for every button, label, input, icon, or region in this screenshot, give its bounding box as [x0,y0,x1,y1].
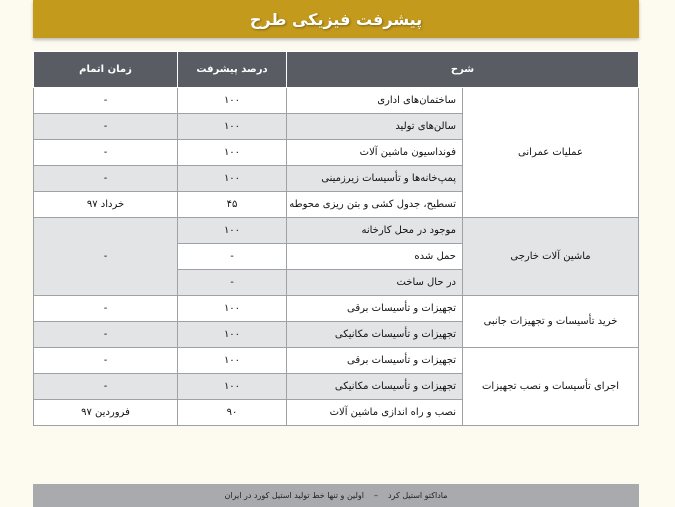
item-cell: حمل شده [287,244,463,270]
footer-bar [33,484,639,507]
table-header-row [34,52,639,88]
completion-cell: - [34,322,178,348]
table-row [34,348,639,374]
completion-cell: - [34,166,178,192]
completion-cell: - [34,114,178,140]
percent-cell: - [178,270,287,296]
item-cell: تجهیزات و تأسیسات مکانیکی [287,322,463,348]
completion-cell: خرداد ۹۷ [34,192,178,218]
percent-cell: ۱۰۰ [178,374,287,400]
item-cell: نصب و راه اندازی ماشین آلات [287,400,463,426]
item-cell: تجهیزات و تأسیسات برقی [287,348,463,374]
title-bar [33,0,639,38]
item-cell: تجهیزات و تأسیسات مکانیکی [287,374,463,400]
header-percent: درصد پیشرفت [178,52,287,88]
item-cell: موجود در محل کارخانه [287,218,463,244]
percent-cell: ۱۰۰ [178,218,287,244]
table-row [34,88,639,114]
completion-cell: - [34,218,178,296]
completion-cell: - [34,88,178,114]
percent-cell: ۱۰۰ [178,88,287,114]
footer-tagline: اولین و تنها خط تولید استیل کورد در ایران [224,491,364,500]
group-label: خرید تأسیسات و تجهیزات جانبی [463,296,639,348]
completion-cell: - [34,374,178,400]
header-completion: زمان اتمام [34,52,178,88]
item-cell: در حال ساخت [287,270,463,296]
table-row [34,218,639,244]
item-cell: ساختمان‌های اداری [287,88,463,114]
table-row [34,296,639,322]
percent-cell: ۴۵ [178,192,287,218]
page-title: پیشرفت فیزیکی طرح [249,9,423,29]
group-label: ماشین آلات خارجی [463,218,639,296]
completion-cell: - [34,140,178,166]
item-cell: پمپ‌خانه‌ها و تأسیسات زیرزمینی [287,166,463,192]
completion-cell: فروردین ۹۷ [34,400,178,426]
percent-cell: ۱۰۰ [178,114,287,140]
item-cell: سالن‌های تولید [287,114,463,140]
footer-company: ماداکتو استیل کرد [387,491,448,500]
percent-cell: ۱۰۰ [178,140,287,166]
item-cell: تسطیح، جدول کشی و بتن ریزی محوطه [287,192,463,218]
completion-cell: - [34,348,178,374]
percent-cell: - [178,244,287,270]
header-description: شرح [287,52,639,88]
percent-cell: ۱۰۰ [178,166,287,192]
footer-separator: – [373,491,378,500]
progress-table [33,51,639,426]
percent-cell: ۱۰۰ [178,348,287,374]
completion-cell: - [34,296,178,322]
group-label: اجرای تأسیسات و نصب تجهیزات [463,348,639,426]
percent-cell: ۱۰۰ [178,322,287,348]
percent-cell: ۹۰ [178,400,287,426]
item-cell: تجهیزات و تأسیسات برقی [287,296,463,322]
percent-cell: ۱۰۰ [178,296,287,322]
item-cell: فونداسیون ماشین آلات [287,140,463,166]
group-label: عملیات عمرانی [463,88,639,218]
